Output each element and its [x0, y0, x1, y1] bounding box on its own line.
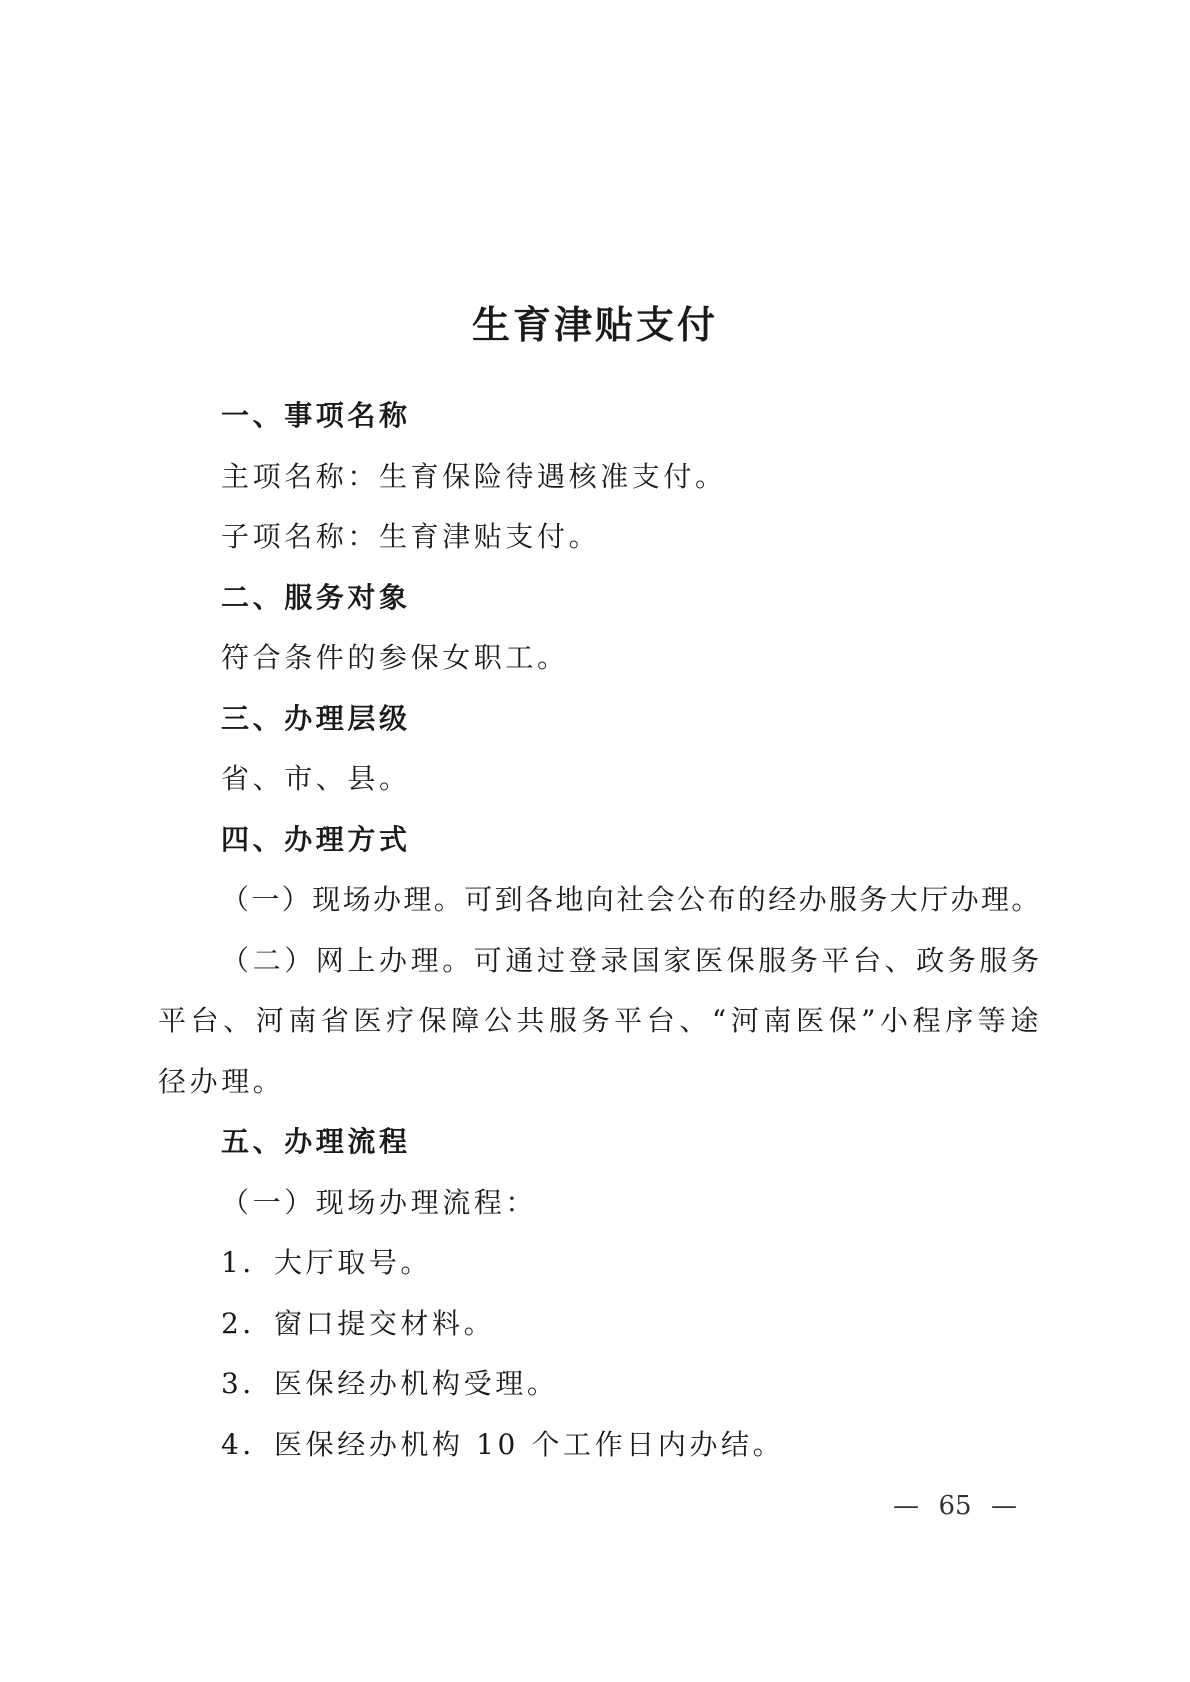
- section-heading-service-target: 二、服务对象: [221, 580, 411, 614]
- onsite-process-heading: （一）现场办理流程：: [221, 1185, 538, 1219]
- handling-level-text: 省、市、县。: [221, 762, 411, 795]
- main-item-name: 主项名称：生育保险待遇核准支付。: [221, 459, 727, 493]
- online-handling-line-2: 平台、河南省医疗保障公共服务平台、“河南医保”小程序等途: [158, 1004, 1042, 1037]
- service-target-text: 符合条件的参保女职工。: [221, 641, 569, 674]
- section-heading-process: 五、办理流程: [221, 1125, 411, 1158]
- sub-item-name: 子项名称：生育津贴支付。: [221, 520, 601, 553]
- process-step-4: 4．医保经办机构 10 个工作日内办结。: [221, 1427, 785, 1461]
- page-number-footer: [893, 1488, 1017, 1524]
- process-step-3: 3．医保经办机构受理。: [221, 1367, 559, 1400]
- document-body: [158, 386, 1042, 1475]
- process-step-2: 2．窗口提交材料。: [221, 1306, 496, 1340]
- page-number: 65: [938, 1491, 972, 1521]
- onsite-handling-text: （一）现场办理。可到各地向社会公布的经办服务大厅办理。: [221, 883, 1042, 916]
- page-number-dash-right: —: [991, 1491, 1017, 1521]
- document-title: 生育津贴支付: [471, 303, 718, 347]
- section-heading-handling-level: 三、办理层级: [221, 701, 411, 735]
- section-heading-item-name: 一、事项名称: [221, 399, 411, 432]
- process-step-1: 1．大厅取号。: [221, 1246, 433, 1279]
- online-handling-line-3: 径办理。: [158, 1064, 285, 1098]
- online-handling-line-1: （二）网上办理。可通过登录国家医保服务平台、政务服务: [221, 943, 1043, 977]
- page-number-dash-left: —: [893, 1491, 919, 1521]
- section-heading-handling-method: 四、办理方式: [221, 822, 411, 856]
